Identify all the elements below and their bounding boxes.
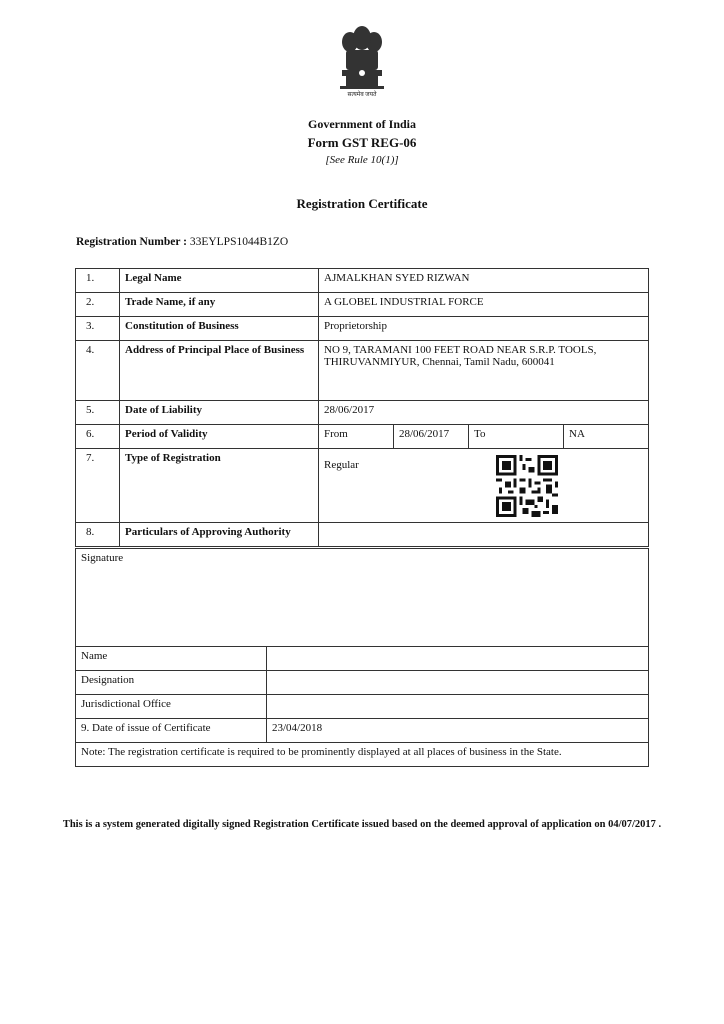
table-row: [76, 695, 649, 719]
validity-from-label: From: [319, 425, 394, 449]
validity-from-value: 28/06/2017: [394, 425, 469, 449]
row-label: Constitution of Business: [120, 317, 319, 341]
validity-to-label: To: [469, 425, 564, 449]
national-emblem-icon: [336, 22, 388, 96]
form-title: Form GST REG-06: [307, 135, 417, 150]
row-value: Regular: [324, 459, 359, 471]
table-row: [76, 549, 649, 647]
table-row: [76, 719, 649, 743]
jurisdictional-office-label: Jurisdictional Office: [76, 695, 267, 719]
row-value: A GLOBEL INDUSTRIAL FORCE: [319, 293, 649, 317]
government-title: Government of India: [308, 117, 416, 131]
registration-number-label: Registration Number :: [76, 236, 187, 248]
registration-number-line: [76, 236, 288, 248]
signature-cell: Signature: [76, 549, 649, 647]
row-number: 3.: [76, 317, 120, 341]
row-number: 2.: [76, 293, 120, 317]
table-row: [76, 671, 649, 695]
row-number: 8.: [76, 523, 120, 547]
table-row: [76, 269, 649, 293]
table-row: [76, 293, 649, 317]
name-value: [267, 647, 649, 671]
registration-number-value: 33EYLPS1044B1ZO: [189, 236, 289, 248]
row-label: Date of Liability: [120, 401, 319, 425]
row-number: 7.: [76, 449, 120, 523]
row-label: Type of Registration: [120, 449, 319, 523]
system-generated-note: This is a system generated digitally signed Registration Certificate issued based on the deemed approval of application on 04/07/2017 .: [62, 819, 662, 830]
row-label: Trade Name, if any: [120, 293, 319, 317]
row-value: [319, 523, 649, 547]
table-row: [76, 425, 649, 449]
validity-to-value: NA: [564, 425, 649, 449]
row-number: 5.: [76, 401, 120, 425]
table-row: [76, 449, 649, 523]
display-note: Note: The registration certificate is required to be prominently displayed at all places of business in the State.: [76, 743, 649, 767]
row-label: Period of Validity: [120, 425, 319, 449]
row-number: 6.: [76, 425, 120, 449]
row-label: Particulars of Approving Authority: [120, 523, 319, 547]
row-value: AJMALKHAN SYED RIZWAN: [319, 269, 649, 293]
rule-reference: [See Rule 10(1)]: [325, 154, 399, 166]
emblem-motto: सत्यमेव जयते: [347, 92, 377, 98]
certificate-title: Registration Certificate: [296, 196, 428, 211]
approving-authority-table: [75, 548, 649, 767]
row-value: 28/06/2017: [319, 401, 649, 425]
issue-date-value: 23/04/2018: [267, 719, 649, 743]
registration-type-cell: [319, 449, 649, 523]
designation-label: Designation: [76, 671, 267, 695]
row-value: Proprietorship: [319, 317, 649, 341]
jurisdictional-office-value: [267, 695, 649, 719]
table-row: [76, 341, 649, 401]
row-label: Address of Principal Place of Business: [120, 341, 319, 401]
table-row: [76, 647, 649, 671]
table-row: [76, 743, 649, 767]
row-number: 4.: [76, 341, 120, 401]
table-row: [76, 317, 649, 341]
row-number: 1.: [76, 269, 120, 293]
table-row: [76, 523, 649, 547]
name-label: Name: [76, 647, 267, 671]
table-row: [76, 401, 649, 425]
row-label: Legal Name: [120, 269, 319, 293]
registration-details-table: [75, 268, 649, 547]
row-value: NO 9, TARAMANI 100 FEET ROAD NEAR S.R.P. TOOLS, THIRUVANMIYUR, Chennai, Tamil Nadu, 600041: [319, 341, 649, 401]
designation-value: [267, 671, 649, 695]
qr-code-icon: [496, 455, 558, 517]
issue-date-label: 9. Date of issue of Certificate: [76, 719, 267, 743]
